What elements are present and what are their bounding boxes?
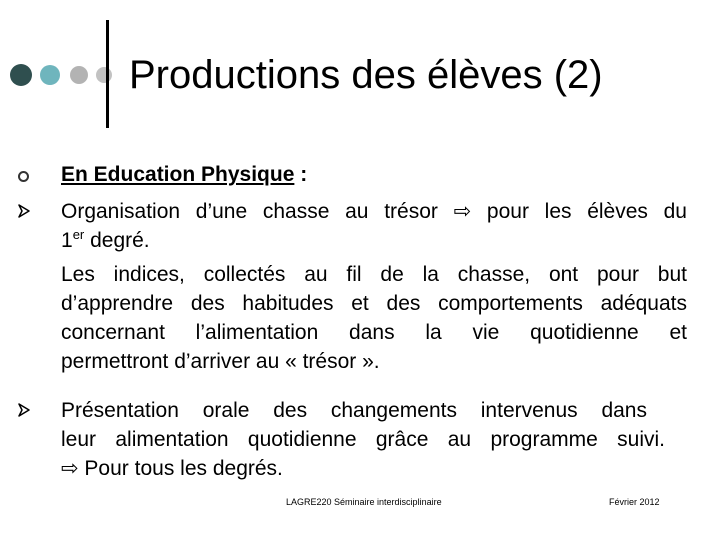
ring-bullet-icon xyxy=(18,171,29,182)
item2-line-3: ⇨ Pour tous les degrés. xyxy=(61,457,283,480)
item1-para-line-4: permettront d’arriver au « trésor ». xyxy=(61,350,380,373)
item1-line-2 xyxy=(61,226,687,255)
item1-para-line-1: Les indices, collectés au fil de la chasse, ont pour but xyxy=(61,263,687,286)
decoration-dot-light-gray xyxy=(96,67,112,83)
arrowhead-bullet-icon xyxy=(18,403,30,417)
item2-line-1: Présentation orale des changements intervenus dans xyxy=(61,399,647,422)
footer-date: Février 2012 xyxy=(609,497,660,507)
heading-label: En Education Physique xyxy=(61,163,295,186)
item1-degree-text: degré. xyxy=(84,229,150,252)
decoration-dot-dark xyxy=(10,64,32,86)
item1-line-1: Organisation d’une chasse au trésor ⇨ pour les élèves du xyxy=(61,200,687,223)
footer-course: LAGRE220 Séminaire interdisciplinaire xyxy=(286,497,442,507)
item1-para-line-3: concernant l’alimentation dans la vie quotidienne et xyxy=(61,321,687,344)
decoration-dot-teal xyxy=(40,65,60,85)
bullet-item-oral-presentation xyxy=(61,396,687,483)
arrowhead-bullet-icon xyxy=(18,204,30,218)
heading-colon: : xyxy=(294,163,308,186)
decoration-dot-gray xyxy=(70,66,88,84)
slide-title: Productions des élèves (2) xyxy=(129,53,603,97)
item1-degree-number: 1 xyxy=(61,229,73,252)
item1-degree-suffix: er xyxy=(72,227,85,242)
title-divider xyxy=(106,20,109,128)
item2-line-2: leur alimentation quotidienne grâce au programme suivi. xyxy=(61,428,665,451)
item1-para-line-2: d’apprendre des habitudes et des comportements adéquats xyxy=(61,292,687,315)
bullet-item-treasure-hunt xyxy=(61,197,687,376)
section-heading xyxy=(61,160,687,189)
